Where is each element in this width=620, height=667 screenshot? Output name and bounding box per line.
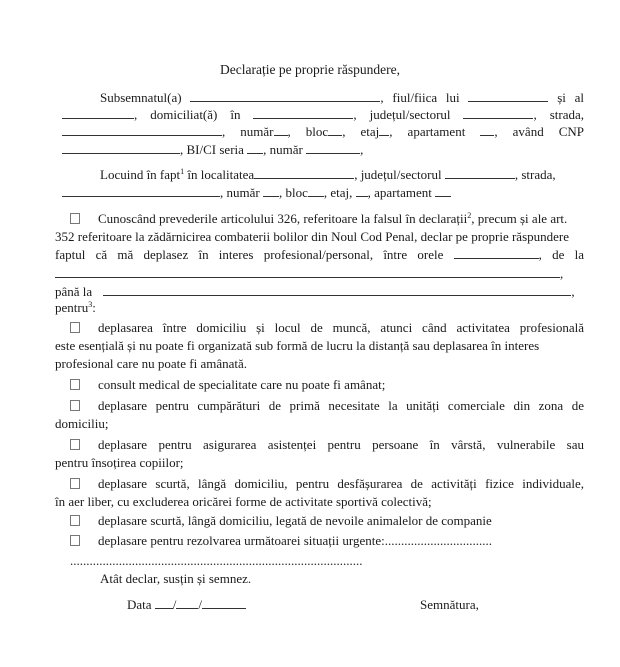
identity-line-4: , BI/CI seria , număr , (62, 142, 584, 158)
date-day-field[interactable] (155, 597, 173, 609)
option-assistance: deplasare pentru asigurarea asistenței pentru persoane în vârstă, vulnerabile sau (70, 437, 584, 453)
option-medical-checkbox[interactable] (70, 379, 80, 390)
option-work-line-3: profesional care nu poate fi amânată. (55, 356, 248, 371)
statement-checkbox[interactable] (70, 213, 80, 224)
option-exercise-line-2: în aer liber, cu excluderea oricărei forme de activitate sportivă colectivă; (55, 494, 432, 509)
option-shopping-line-2: domiciliu; (55, 416, 109, 431)
statement-line-3: faptul că mă deplasez în interes profesional/personal, între orele , de la (55, 247, 585, 262)
id-number-field[interactable] (306, 142, 360, 154)
option-work: deplasarea între domiciliu și locul de muncă, atunci când activitatea profesională (70, 320, 584, 336)
statement-line-2: 352 referitoare la zădărnicirea combaterii bolilor din Noul Cod Penal, declar pe proprie răspundere (55, 229, 570, 244)
option-urgent: deplasare pentru rezolvarea următoarei situații urgente:................................. (70, 533, 592, 549)
to-location-field[interactable] (103, 284, 571, 296)
option-exercise-checkbox[interactable] (70, 478, 80, 489)
option-work-checkbox[interactable] (70, 322, 80, 333)
residence-county-field[interactable] (445, 167, 515, 179)
domicile-locality-field[interactable] (253, 107, 353, 119)
domicile-number-field[interactable] (274, 124, 288, 136)
identity-line-1: Subsemnatul(a) , fiul/fiica lui și al (100, 90, 585, 105)
option-exercise: deplasare scurtă, lângă domiciliu, pentru desfășurarea de activități fizice individuale, (70, 476, 584, 492)
statement-line-1: Cunoscând prevederile articolului 326, referitoare la falsul în declarații$^2$, precum și ale art. (70, 211, 584, 227)
domicile-county-field[interactable] (463, 107, 533, 119)
option-medical: consult medical de specialitate care nu poate fi amânat; (70, 377, 592, 393)
option-assistance-checkbox[interactable] (70, 439, 80, 450)
residence-line-1: Locuind în fapt$^1$ în localitatea , județul/sectorul , strada, (100, 167, 556, 182)
domicile-block-field[interactable] (328, 124, 342, 136)
option-pets-checkbox[interactable] (70, 515, 80, 526)
residence-number-field[interactable] (263, 185, 279, 197)
option-assistance-line-2: pentru însoțirea copiilor; (55, 455, 184, 470)
mother-name-field[interactable] (62, 107, 134, 119)
statement-line-6: pentru$^3$: (55, 300, 96, 315)
date-year-field[interactable] (202, 597, 246, 609)
domicile-floor-field[interactable] (379, 124, 389, 136)
date-row: Data / / (127, 597, 620, 613)
residence-floor-field[interactable] (356, 185, 368, 197)
id-series-field[interactable] (247, 142, 263, 154)
option-shopping-checkbox[interactable] (70, 400, 80, 411)
statement-line-4: , (55, 266, 584, 282)
closing-statement: Atât declar, susțin și semnez. (100, 571, 252, 586)
residence-locality-field[interactable] (254, 167, 354, 179)
document-title: Declarație pe proprie răspundere, (220, 62, 400, 77)
domicile-apartment-field[interactable] (480, 124, 494, 136)
hours-field[interactable] (454, 247, 539, 259)
residence-block-field[interactable] (308, 185, 324, 197)
full-name-field[interactable] (190, 90, 380, 102)
cnp-field[interactable] (62, 142, 180, 154)
identity-line-3: , număr , bloc , etaj , apartament , având CNP (62, 124, 584, 140)
from-location-field[interactable] (55, 266, 560, 278)
date-month-field[interactable] (176, 597, 198, 609)
signature-area[interactable] (400, 615, 550, 645)
residence-street-field[interactable] (62, 185, 220, 197)
residence-apartment-field[interactable] (435, 185, 451, 197)
option-shopping: deplasare pentru cumpărături de primă necesitate la unități comerciale din zona de (70, 398, 584, 414)
urgent-situation-field[interactable]: .......................................................................................... (70, 553, 363, 568)
domicile-street-field[interactable] (62, 124, 222, 136)
option-pets: deplasare scurtă, lângă domiciliu, legată de nevoile animalelor de companie (70, 513, 592, 529)
residence-line-2: , număr , bloc , etaj, , apartament (62, 185, 584, 201)
signature-label: Semnătura, (420, 597, 479, 612)
identity-line-2: , domiciliat(ă) în , județul/sectorul , strada, (62, 107, 584, 123)
father-name-field[interactable] (468, 90, 548, 102)
option-urgent-checkbox[interactable] (70, 535, 80, 546)
statement-line-5: până la , (55, 284, 575, 299)
option-work-line-2: este esențială și nu poate fi organizată sub formă de lucru la distanță sau deplasarea în interes (55, 338, 540, 353)
